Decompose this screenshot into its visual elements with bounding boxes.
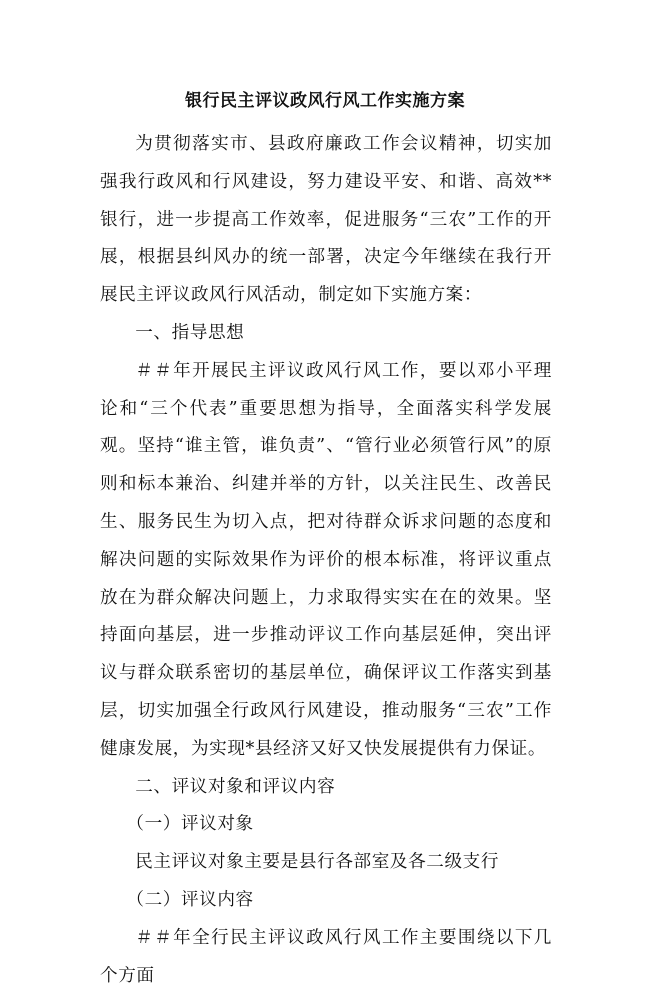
intro-paragraph: 为贯彻落实市、县政府廉政工作会议精神，切实加强我行政风和行风建设，努力建设平安、和谐、高效**银行，进一步提高工作效率，促进服务“三农”工作的开展，根据县纠风办的统一部署，决定今年继续在我行开展民主评议政风行风活动，制定如下实施方案：: [100, 134, 552, 306]
document-title: 银行民主评议政风行风工作实施方案: [185, 91, 465, 111]
section-1-paragraph: ＃＃年开展民主评议政风行风工作，要以邓小平理论和“三个代表”重要思想为指导，全面落实科学发展观。坚持“谁主管，谁负责”、“管行业必须管行风”的原则和标本兼治、纠建并举的方针，以关注民生、改善民生、服务民生为切入点，把对待群众诉求问题的态度和解决问题的实际效果作为评价的根本标准，将评议重点放在为群众解决问题上，力求取得实实在在的效果。坚持面向基层，进一步推动评议工作向基层延伸，突出评议与群众联系密切的基层单位，确保评议工作落实到基层，切实加强全行政风行风建设，推动服务“三农”工作健康发展，为实现*县经济又好又快发展提供有力保证。: [100, 360, 552, 759]
document-body: [100, 126, 552, 995]
section-2-sub-1-heading: （一）评议对象: [126, 814, 254, 835]
section-1-heading: 一、指导思想: [135, 322, 245, 343]
section-2-sub-1-paragraph: 民主评议对象主要是县行各部室及各二级支行: [135, 852, 500, 873]
section-2-sub-2-paragraph: ＃＃年全行民主评议政风行风工作主要围绕以下几个方面: [100, 927, 552, 986]
section-2-heading: 二、评议对象和评议内容: [135, 776, 336, 797]
section-2-sub-2-heading: （二）评议内容: [126, 889, 254, 910]
